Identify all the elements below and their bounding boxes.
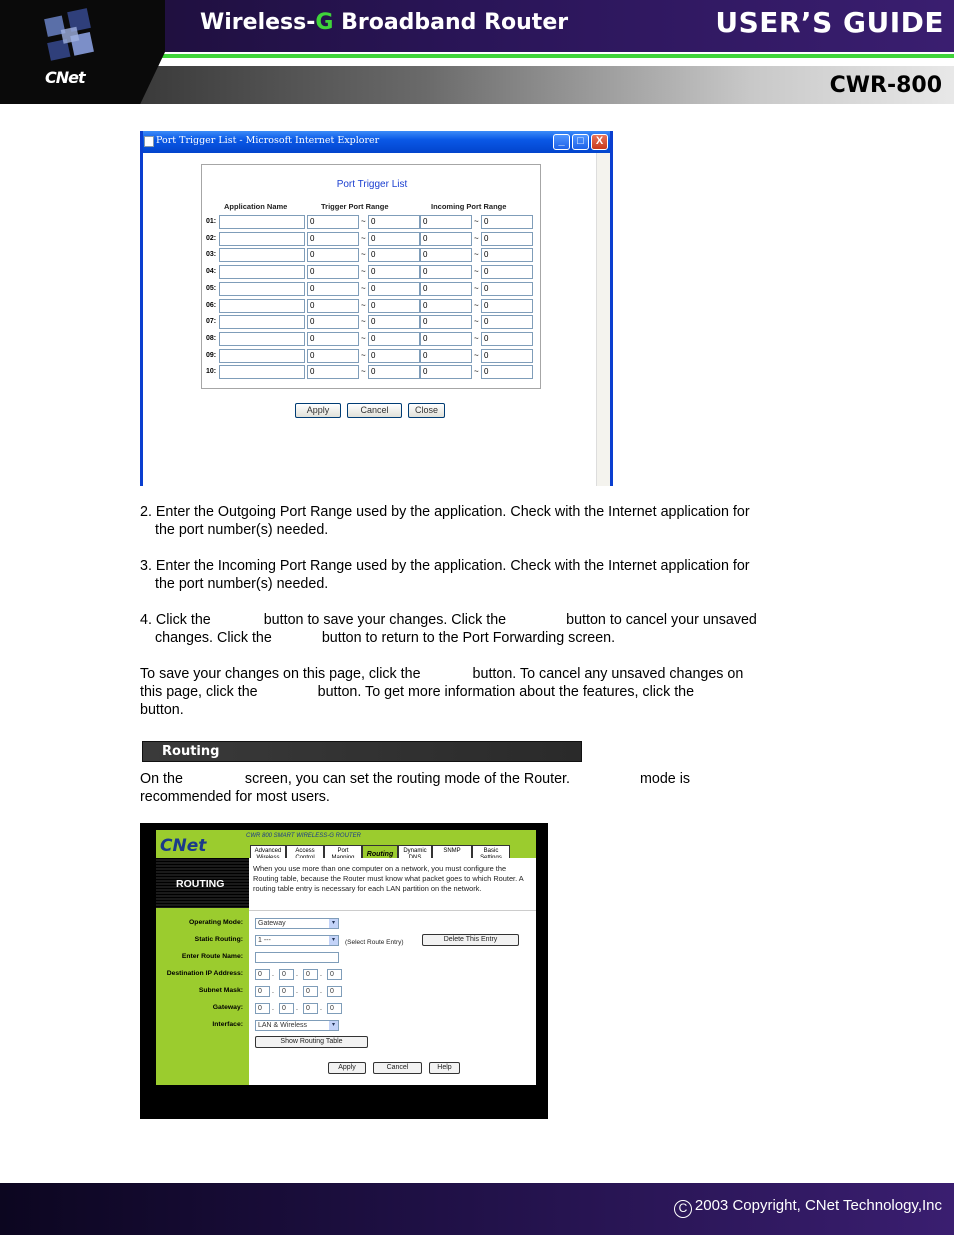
trigger-port-start-input[interactable]: 0	[307, 215, 359, 229]
step-4-c: button to cancel your unsaved	[566, 612, 757, 628]
row-number: 01:	[206, 218, 217, 225]
incoming-port-start-input[interactable]: 0	[420, 265, 472, 279]
p6-a: On the	[140, 771, 183, 787]
apply-button[interactable]: Apply	[295, 403, 341, 418]
range-tilde: ~	[361, 300, 366, 310]
application-name-input[interactable]	[219, 299, 305, 313]
dest-ip-octet-input[interactable]: 0	[255, 969, 270, 980]
step-4-d: changes. Click the	[155, 630, 272, 646]
port-trigger-row	[206, 315, 538, 329]
maximize-button[interactable]: □	[572, 134, 589, 150]
range-tilde: ~	[361, 250, 366, 260]
range-tilde: ~	[361, 333, 366, 343]
window-title: Port Trigger List - Microsoft Internet Explorer	[156, 135, 380, 146]
tab-label-line1: Port	[337, 848, 349, 854]
range-tilde: ~	[474, 217, 479, 226]
range-tilde: ~	[474, 317, 479, 327]
row-number: 04:	[206, 268, 217, 276]
col-incoming-port-range: Incoming Port Range	[431, 202, 507, 211]
chevron-down-icon: ▾	[329, 936, 338, 945]
port-trigger-window	[140, 131, 613, 486]
row-number: 06:	[206, 301, 217, 309]
incoming-port-end-input[interactable]: 0	[481, 349, 533, 363]
incoming-port-start-input[interactable]: 0	[420, 332, 472, 346]
range-tilde: ~	[361, 233, 366, 243]
trigger-port-end-input[interactable]: 0	[368, 349, 420, 363]
label-subnet: Subnet Mask:	[198, 987, 243, 994]
title-g: G	[315, 10, 334, 35]
save-changes-paragraph	[140, 665, 820, 719]
port-trigger-row	[206, 265, 538, 279]
application-name-input[interactable]	[219, 215, 305, 229]
port-trigger-row	[206, 365, 538, 379]
route-name-input[interactable]	[255, 952, 339, 963]
routing-section-bar	[142, 741, 582, 762]
range-tilde: ~	[361, 317, 366, 327]
trigger-port-end-input[interactable]: 0	[368, 315, 420, 329]
vertical-scrollbar[interactable]	[596, 153, 610, 486]
users-guide-title: USER’S GUIDE	[715, 6, 944, 39]
label-static-routing: Static Routing:	[194, 936, 243, 943]
octet-separator: .	[296, 988, 298, 995]
label-dest-ip: Destination IP Address:	[166, 970, 243, 977]
routing-section-title: Routing	[162, 744, 220, 759]
octet-separator: .	[320, 988, 322, 995]
gateway-octet-input[interactable]: 0	[279, 1003, 294, 1014]
routing-intro-paragraph	[140, 770, 820, 806]
octet-separator: .	[272, 988, 274, 995]
p6-c: mode is	[639, 771, 691, 787]
application-name-input[interactable]	[219, 315, 305, 329]
label-operating-mode: Operating Mode:	[189, 919, 243, 926]
range-tilde: ~	[361, 350, 366, 360]
row-number: 07:	[206, 318, 217, 326]
port-trigger-row	[206, 215, 538, 229]
static-routing-select[interactable]: 1 --- ▾	[255, 935, 339, 946]
gateway-octet-input[interactable]: 0	[303, 1003, 318, 1014]
port-trigger-row	[206, 232, 538, 246]
p5-d: button. To get more information about the features, click the	[317, 684, 695, 700]
chevron-down-icon: ▾	[329, 1021, 338, 1030]
incoming-port-start-input[interactable]: 0	[420, 248, 472, 262]
incoming-port-end-input[interactable]: 0	[481, 315, 533, 329]
sidebar-routing-label: ROUTING	[176, 878, 225, 890]
port-trigger-row	[206, 282, 538, 296]
port-trigger-row	[206, 349, 538, 363]
p5-a: To save your changes on this page, click the	[140, 666, 421, 682]
trigger-port-end-input[interactable]: 0	[368, 282, 420, 296]
tab-label-line1: Dynamic	[403, 848, 427, 854]
row-number: 08:	[206, 334, 217, 342]
title-prefix: Wireless-	[200, 10, 316, 35]
row-number: 09:	[206, 351, 217, 359]
routing-description: When you use more than one computer on a network, you must configure the Routing table, because the Router must know what packet goes to which Router. A routing table entry is necessary for each LAN partition on the network.	[253, 864, 524, 893]
router-model-line: CWR 800 SMART WIRELESS-G ROUTER	[246, 833, 361, 839]
trigger-port-start-input[interactable]: 0	[307, 299, 359, 313]
gateway-octet-input[interactable]: 0	[255, 1003, 270, 1014]
trigger-port-end-input[interactable]: 0	[368, 265, 420, 279]
incoming-port-start-input[interactable]: 0	[420, 365, 472, 379]
label-route-name: Enter Route Name:	[181, 953, 243, 960]
subnet-octet-input[interactable]: 0	[303, 986, 318, 997]
step-3-paragraph	[140, 557, 820, 593]
apply-button[interactable]: Apply	[328, 1062, 366, 1074]
port-trigger-row	[206, 332, 538, 346]
incoming-port-end-input[interactable]: 0	[481, 282, 533, 296]
step-4-paragraph	[140, 611, 820, 647]
step-2-line1: 2. Enter the Outgoing Port Range used by the application. Check with the Internet application for	[140, 504, 750, 520]
cancel-button[interactable]: Cancel	[347, 403, 402, 418]
step-3-line2: the port number(s) needed.	[155, 576, 329, 592]
range-tilde: ~	[474, 333, 479, 343]
select-route-hint: (Select Route Entry)	[345, 939, 404, 946]
trigger-port-start-input[interactable]: 0	[307, 265, 359, 279]
incoming-port-end-input[interactable]: 0	[481, 232, 533, 246]
port-trigger-list-panel	[201, 164, 541, 389]
range-tilde: ~	[361, 367, 366, 377]
p5-e: button.	[140, 702, 184, 718]
p5-b: button. To cancel any unsaved changes on	[472, 666, 744, 682]
incoming-port-start-input[interactable]: 0	[420, 299, 472, 313]
incoming-port-end-input[interactable]: 0	[481, 299, 533, 313]
cnet-logo-icon	[42, 8, 100, 62]
step-4-a: 4. Click the	[140, 612, 211, 628]
col-application-name: Application Name	[224, 202, 288, 211]
incoming-port-start-input[interactable]: 0	[420, 315, 472, 329]
copyright-text	[674, 1197, 942, 1218]
step-4-b: button to save your changes. Click the	[263, 612, 507, 628]
subnet-octet-input[interactable]: 0	[255, 986, 270, 997]
dest-ip-octet-input[interactable]: 0	[279, 969, 294, 980]
window-titlebar	[140, 131, 613, 153]
trigger-port-start-input[interactable]: 0	[307, 282, 359, 296]
close-button[interactable]: Close	[408, 403, 445, 418]
subnet-octet-input[interactable]: 0	[327, 986, 342, 997]
row-number: 03:	[206, 251, 217, 259]
row-number: 05:	[206, 284, 217, 292]
delete-entry-button[interactable]: Delete This Entry	[422, 934, 519, 946]
port-trigger-row	[206, 248, 538, 262]
octet-separator: .	[296, 1005, 298, 1012]
range-tilde: ~	[474, 283, 479, 293]
octet-separator: .	[272, 971, 274, 978]
incoming-port-end-input[interactable]: 0	[481, 365, 533, 379]
row-number: 10:	[206, 368, 217, 376]
port-trigger-row	[206, 299, 538, 313]
p5-c: this page, click the	[140, 684, 258, 700]
gateway-octet-input[interactable]: 0	[327, 1003, 342, 1014]
octet-separator: .	[272, 1005, 274, 1012]
range-tilde: ~	[474, 250, 479, 260]
trigger-port-end-input[interactable]: 0	[368, 232, 420, 246]
trigger-port-start-input[interactable]: 0	[307, 349, 359, 363]
header-title	[200, 10, 568, 35]
range-tilde: ~	[474, 233, 479, 243]
tab-label-line1: Advanced	[254, 848, 282, 854]
octet-separator: .	[320, 971, 322, 978]
application-name-input[interactable]	[219, 265, 305, 279]
trigger-port-start-input[interactable]: 0	[307, 248, 359, 262]
trigger-port-start-input[interactable]: 0	[307, 232, 359, 246]
incoming-port-start-input[interactable]: 0	[420, 232, 472, 246]
title-suffix: Broadband Router	[333, 10, 569, 35]
tab-label-line1: SNMP	[443, 848, 461, 854]
p6-b: screen, you can set the routing mode of the Router.	[244, 771, 570, 787]
ie-page-icon	[144, 136, 154, 147]
incoming-port-end-input[interactable]: 0	[481, 215, 533, 229]
p6-d: recommended for most users.	[140, 789, 330, 805]
tab-label-line1: Basic	[483, 848, 499, 854]
col-trigger-port-range: Trigger Port Range	[321, 202, 389, 211]
range-tilde: ~	[361, 267, 366, 277]
page-footer	[0, 1183, 954, 1235]
row-number: 02:	[206, 234, 217, 242]
trigger-port-end-input[interactable]: 0	[368, 248, 420, 262]
range-tilde: ~	[361, 283, 366, 293]
trigger-port-end-input[interactable]: 0	[368, 332, 420, 346]
copyright-icon: C	[674, 1200, 692, 1218]
description-divider	[249, 910, 536, 911]
incoming-port-start-input[interactable]: 0	[420, 215, 472, 229]
range-tilde: ~	[474, 367, 479, 377]
incoming-port-end-input[interactable]: 0	[481, 332, 533, 346]
copyright-label: 2003 Copyright, CNet Technology,Inc	[694, 1197, 942, 1214]
range-tilde: ~	[474, 267, 479, 277]
subnet-octet-input[interactable]: 0	[279, 986, 294, 997]
cancel-button[interactable]: Cancel	[373, 1062, 422, 1074]
application-name-input[interactable]	[219, 349, 305, 363]
trigger-port-end-input[interactable]: 0	[368, 215, 420, 229]
page-header	[0, 0, 954, 104]
trigger-port-start-input[interactable]: 0	[307, 332, 359, 346]
trigger-port-start-input[interactable]: 0	[307, 315, 359, 329]
range-tilde: ~	[474, 300, 479, 310]
application-name-input[interactable]	[219, 282, 305, 296]
model-number: CWR-800	[829, 73, 942, 98]
label-interface: Interface:	[212, 1021, 243, 1028]
step-2-line2: the port number(s) needed.	[155, 522, 329, 538]
cnet-logo-text: CNet	[45, 68, 85, 87]
incoming-port-start-input[interactable]: 0	[420, 282, 472, 296]
range-tilde: ~	[474, 350, 479, 360]
incoming-port-end-input[interactable]: 0	[481, 248, 533, 262]
interface-select[interactable]: LAN & Wireless ▾	[255, 1020, 339, 1031]
tab-label-line1: Routing	[366, 851, 394, 858]
octet-separator: .	[296, 971, 298, 978]
octet-separator: .	[320, 1005, 322, 1012]
application-name-input[interactable]	[219, 332, 305, 346]
trigger-port-start-input[interactable]: 0	[307, 365, 359, 379]
close-window-button[interactable]: X	[591, 134, 608, 150]
step-3-line1: 3. Enter the Incoming Port Range used by the application. Check with the Internet application for	[140, 558, 750, 574]
router-logo: CNet	[160, 836, 207, 856]
tab-label-line1: Access	[295, 848, 315, 854]
port-trigger-heading: Port Trigger List	[336, 179, 408, 190]
application-name-input[interactable]	[219, 365, 305, 379]
range-tilde: ~	[361, 217, 366, 226]
incoming-port-end-input[interactable]: 0	[481, 265, 533, 279]
step-4-e: button to return to the Port Forwarding screen.	[321, 630, 616, 646]
application-name-input[interactable]	[219, 248, 305, 262]
application-name-input[interactable]	[219, 232, 305, 246]
label-gateway: Gateway:	[212, 1004, 243, 1011]
dest-ip-octet-input[interactable]: 0	[303, 969, 318, 980]
help-button[interactable]: Help	[429, 1062, 460, 1074]
trigger-port-end-input[interactable]: 0	[368, 365, 420, 379]
operating-mode-select[interactable]: Gateway ▾	[255, 918, 339, 929]
trigger-port-end-input[interactable]: 0	[368, 299, 420, 313]
header-green-swoosh	[138, 52, 954, 70]
routing-screenshot	[140, 823, 548, 1119]
step-2-paragraph	[140, 503, 820, 539]
show-routing-table-button[interactable]: Show Routing Table	[255, 1036, 368, 1048]
chevron-down-icon: ▾	[329, 919, 338, 928]
minimize-button[interactable]: _	[553, 134, 570, 150]
incoming-port-start-input[interactable]: 0	[420, 349, 472, 363]
dest-ip-octet-input[interactable]: 0	[327, 969, 342, 980]
